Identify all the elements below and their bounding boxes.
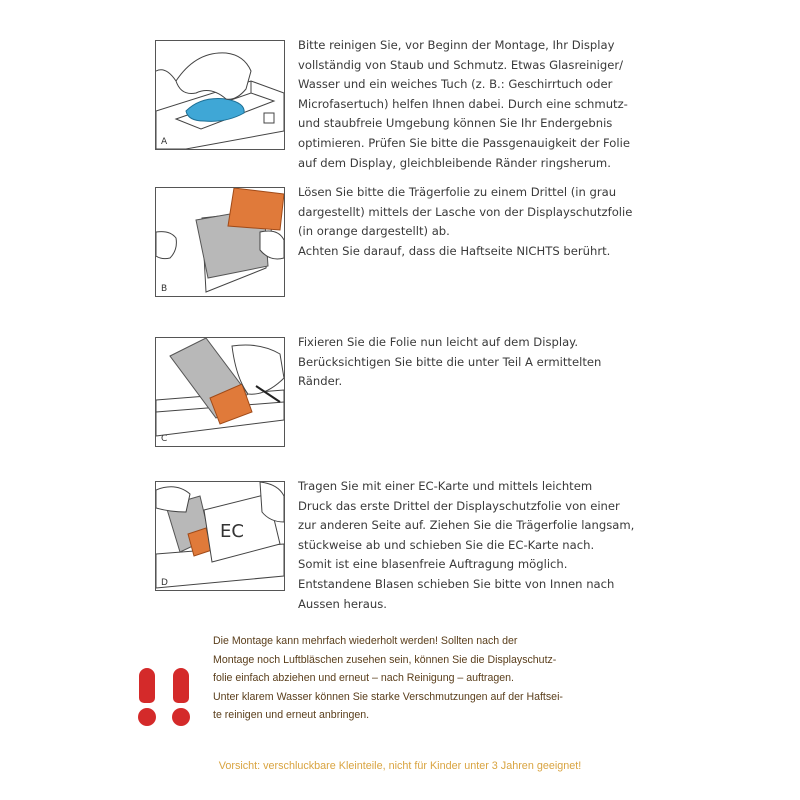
panel-letter-b: B [161,284,168,294]
panel-letter-c: C [161,434,168,444]
exclamation-icon [136,668,158,728]
warning-text: Die Montage kann mehrfach wiederholt werden! Sollten nach der Montage noch Luftbläschen zusehen sein, können Sie die Displayschutz- folie einfach abziehen und erneut – nach Reinigung – auftragen. Unter klarem Wasser können Sie starke Verschmutzungen auf der Haftsei- te reinigen und erneut anbringen. [213,635,563,722]
illustration-a [155,40,285,150]
exclamation-icon-2 [170,668,192,728]
ec-card-illustration [156,482,284,590]
illustration-c [155,337,285,447]
illustration-b [155,187,285,297]
peel-illustration [156,188,284,296]
fix-illustration [156,338,284,446]
caution-note: Vorsicht: verschluckbare Kleinteile, nicht für Kinder unter 3 Jahren geeignet! [218,760,582,772]
cleaning-illustration [156,41,284,149]
step-a-text: Bitte reinigen Sie, vor Beginn der Montage, Ihr Display vollständig von Staub und Schmutz. Etwas Glasreiniger/ Wasser und ein weiches Tuch (z. B.: Geschirrtuch oder Microfasertuch) helfen Ihnen dabei. Durch eine schmutz- und staubfreie Umgebung können Sie Ihr Endergebnis optimieren. Prüfen Sie bitte die Passgenauigkeit der Folie auf dem Display, gleichbleibende Ränder ringsherum. [298,38,630,170]
panel-letter-d: D [161,578,168,588]
step-c-text: Fixieren Sie die Folie nun leicht auf dem Display. Berücksichtigen Sie bitte die unter Teil A ermittelten Ränder. [298,335,602,389]
illustration-d [155,481,285,591]
step-b-text: Lösen Sie bitte die Trägerfolie zu einem Drittel (in grau dargestellt) mittels der Lasche von der Displayschutzfolie (in orange dargestellt) ab. Achten Sie darauf, dass die Haftseite NICHTS berührt. [298,185,633,258]
step-d-text: Tragen Sie mit einer EC-Karte und mittels leichtem Druck das erste Drittel der Displayschutzfolie von einer zur anderen Seite auf. Ziehen Sie die Trägerfolie langsam, stückweise ab und schieben Sie die EC-Karte nach. Somit ist eine blasenfreie Auftragung möglich. Entstandene Blasen schieben Sie bitte von Innen nach Aussen heraus. [298,479,635,611]
ec-card-label: EC [220,521,244,542]
panel-letter-a: A [161,137,168,147]
